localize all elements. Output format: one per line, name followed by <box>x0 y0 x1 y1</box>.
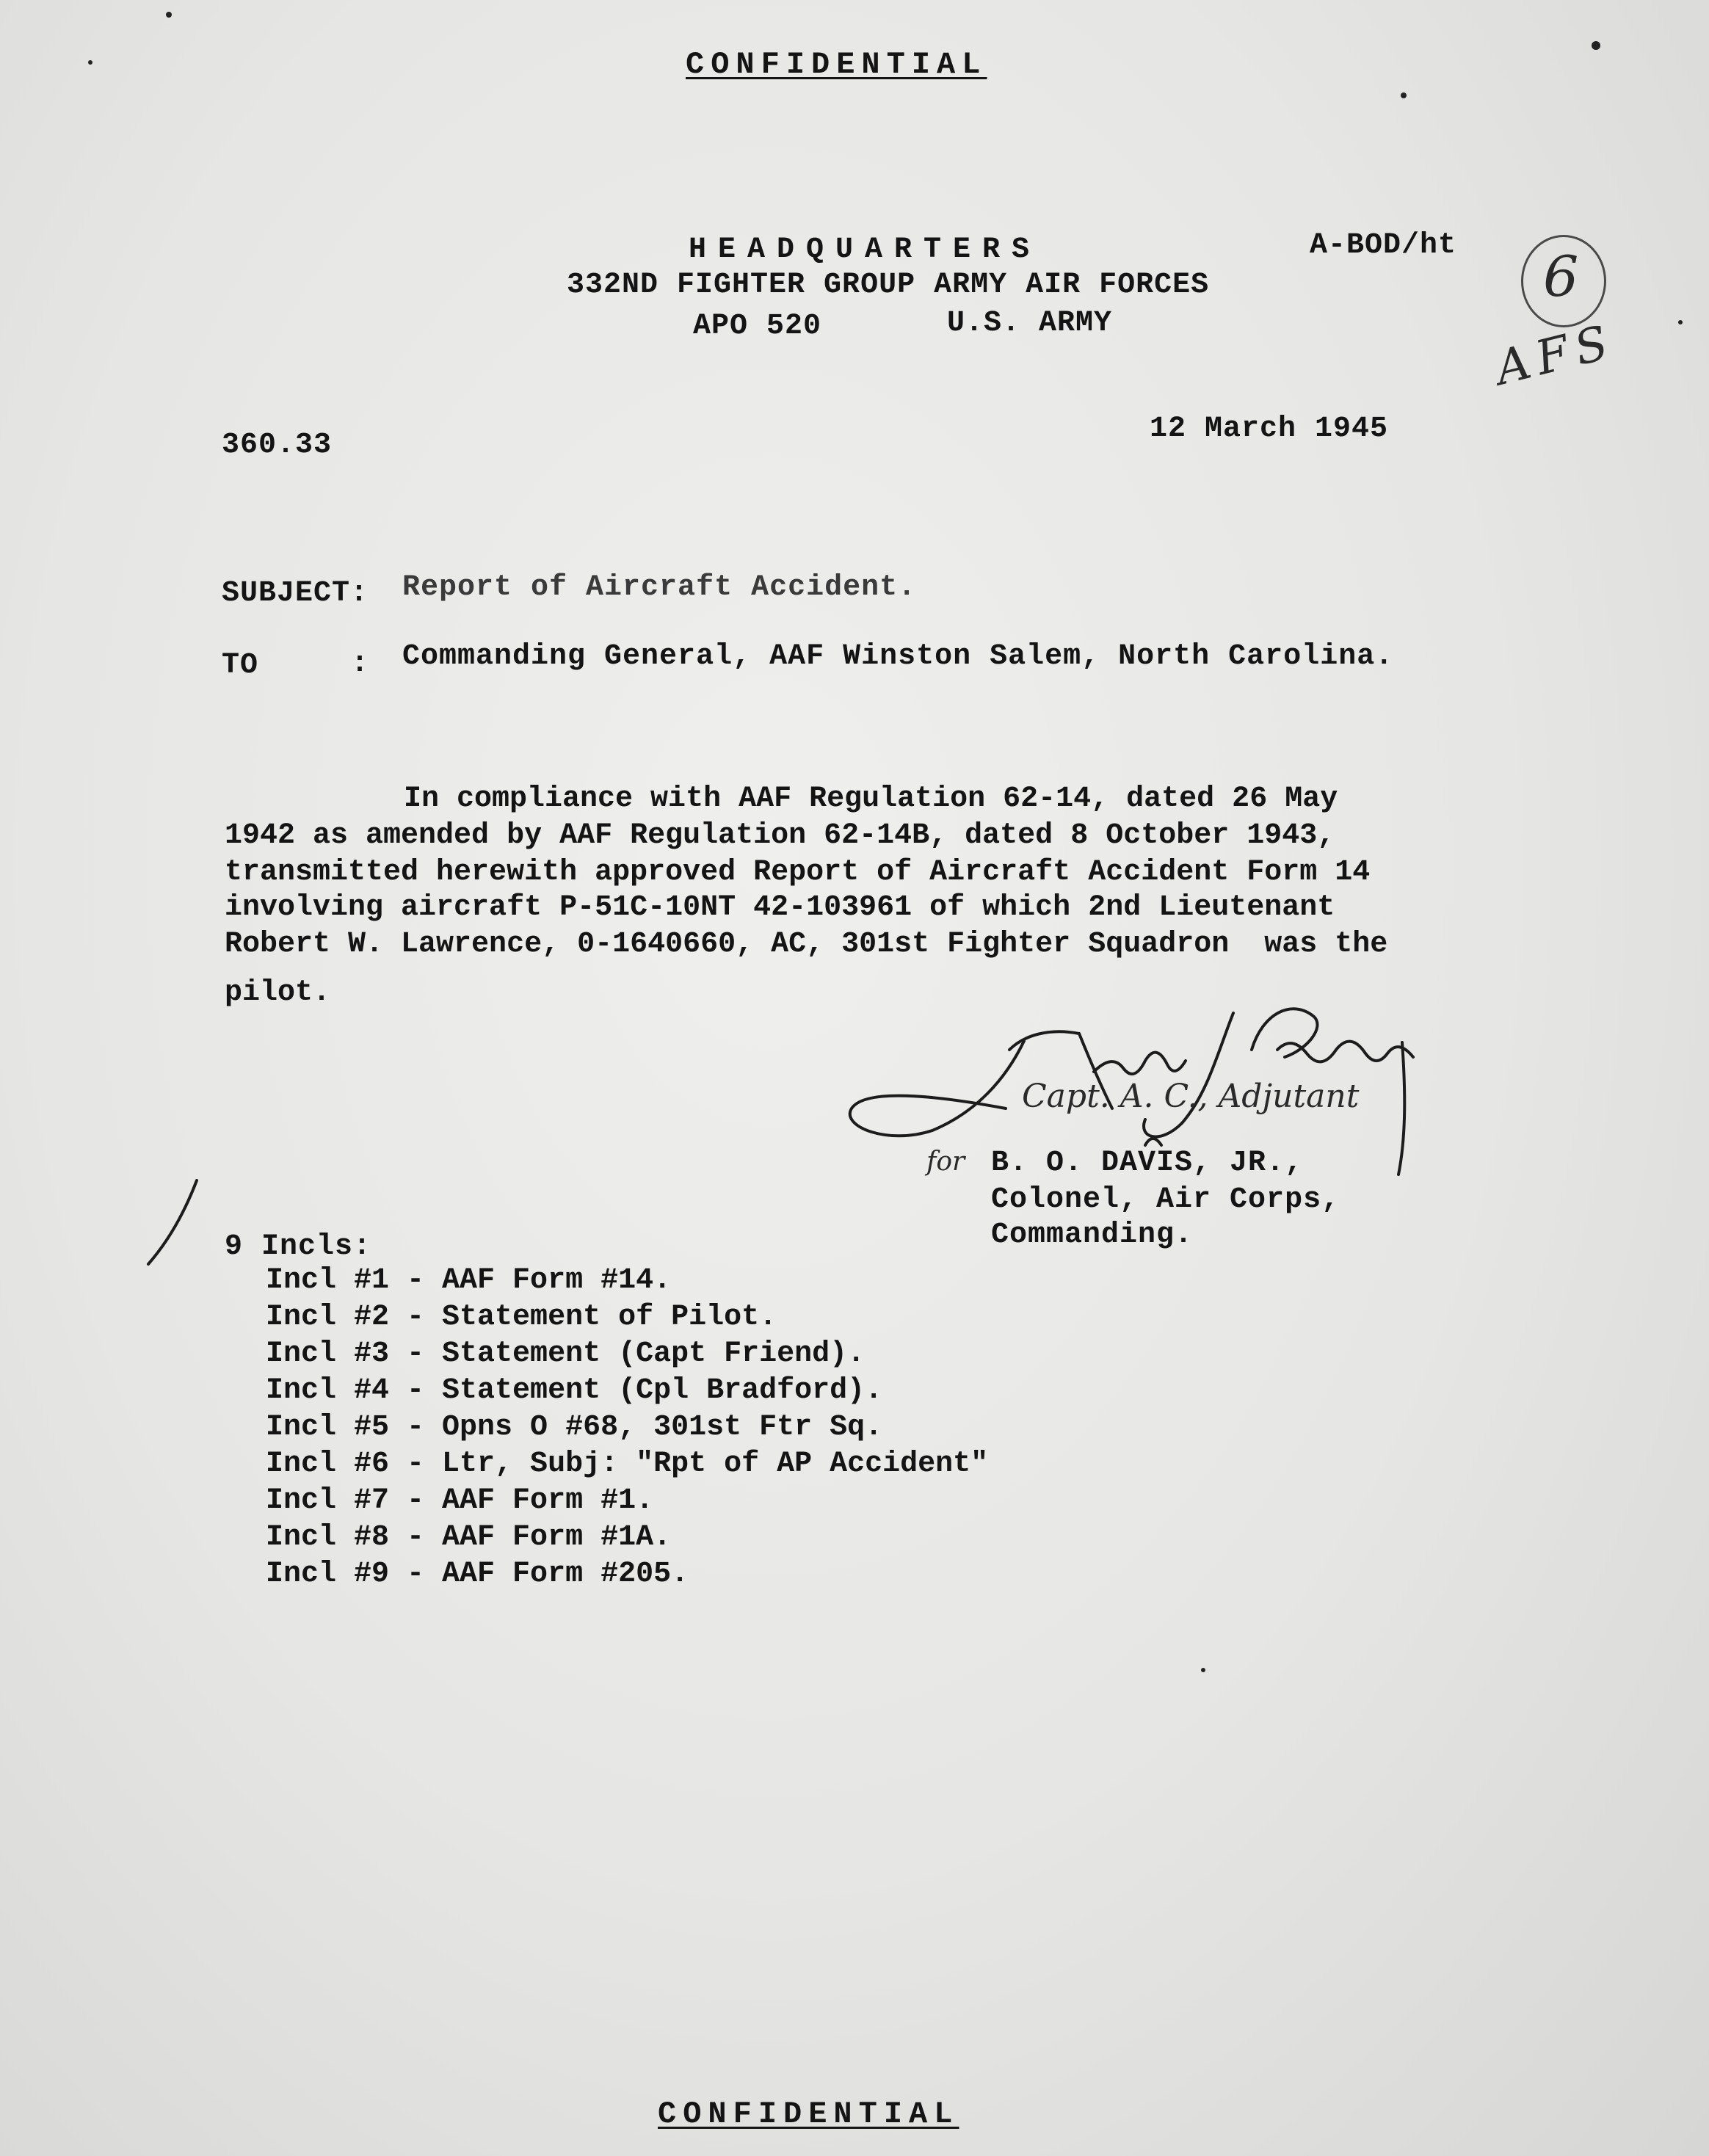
signatory-name: B. O. DAVIS, JR., <box>991 1147 1304 1180</box>
letter-date: 12 March 1945 <box>1150 413 1389 446</box>
body-line: pilot. <box>225 976 331 1009</box>
enclosures-heading: 9 Incls: <box>225 1230 372 1263</box>
body-line: involving aircraft P-51C-10NT 42-103961 of which 2nd Lieutenant <box>225 891 1335 924</box>
letterhead-service: U.S. ARMY <box>947 307 1113 340</box>
letterhead-unit: 332ND FIGHTER GROUP ARMY AIR FORCES <box>567 269 1210 302</box>
pencil-check-mark <box>139 1175 206 1270</box>
list-item: Incl #1 - AAF Form #14. <box>266 1264 672 1297</box>
list-item: Incl #7 - AAF Form #1. <box>266 1484 654 1517</box>
signatory-role: Commanding. <box>991 1219 1194 1252</box>
to-colon: : <box>351 647 370 680</box>
subject-value: Report of Aircraft Accident. <box>402 571 917 604</box>
scan-speck <box>166 12 172 18</box>
classification-top: CONFIDENTIAL <box>686 47 987 82</box>
to-label: TO <box>222 649 259 682</box>
scan-speck <box>1201 1668 1205 1672</box>
scan-speck <box>1592 41 1600 50</box>
list-item: Incl #2 - Statement of Pilot. <box>266 1301 777 1334</box>
scan-speck <box>88 60 92 65</box>
list-item: Incl #8 - AAF Form #1A. <box>266 1521 672 1554</box>
letterhead-office: HEADQUARTERS <box>689 233 1042 266</box>
to-value: Commanding General, AAF Winston Salem, North Carolina. <box>402 640 1394 673</box>
body-line: In compliance with AAF Regulation 62-14, dated 26 May <box>404 783 1338 816</box>
signature-prefix: for <box>926 1147 965 1177</box>
list-item: Incl #5 - Opns O #68, 301st Ftr Sq. <box>266 1411 883 1444</box>
enclosure-list <box>266 1263 988 1593</box>
scan-speck <box>1401 92 1407 98</box>
file-number: 360.33 <box>222 429 333 462</box>
list-item: Incl #3 - Statement (Capt Friend). <box>266 1337 866 1371</box>
signatory-rank: Colonel, Air Corps, <box>991 1183 1340 1216</box>
scan-speck <box>1678 320 1683 324</box>
margin-note-afs: AFS <box>1490 314 1621 396</box>
classification-bottom: CONFIDENTIAL <box>658 2097 959 2132</box>
body-line: Robert W. Lawrence, 0-1640660, AC, 301st Fighter Squadron was the <box>225 928 1388 961</box>
body-line: transmitted herewith approved Report of Aircraft Accident Form 14 <box>225 856 1371 889</box>
subject-label: SUBJECT: <box>222 577 369 610</box>
list-item: Incl #9 - AAF Form #205. <box>266 1558 689 1591</box>
handwritten-title: Capt. A. C., Adjutant <box>1022 1078 1360 1115</box>
margin-note-number: 6 <box>1543 244 1579 309</box>
file-reference: A-BOD/ht <box>1310 229 1457 262</box>
list-item: Incl #4 - Statement (Cpl Bradford). <box>266 1374 883 1407</box>
list-item: Incl #6 - Ltr, Subj: "Rpt of AP Accident" <box>266 1448 989 1481</box>
body-line: 1942 as amended by AAF Regulation 62-14B, dated 8 October 1943, <box>225 819 1335 852</box>
letterhead-apo: APO 520 <box>693 310 822 343</box>
